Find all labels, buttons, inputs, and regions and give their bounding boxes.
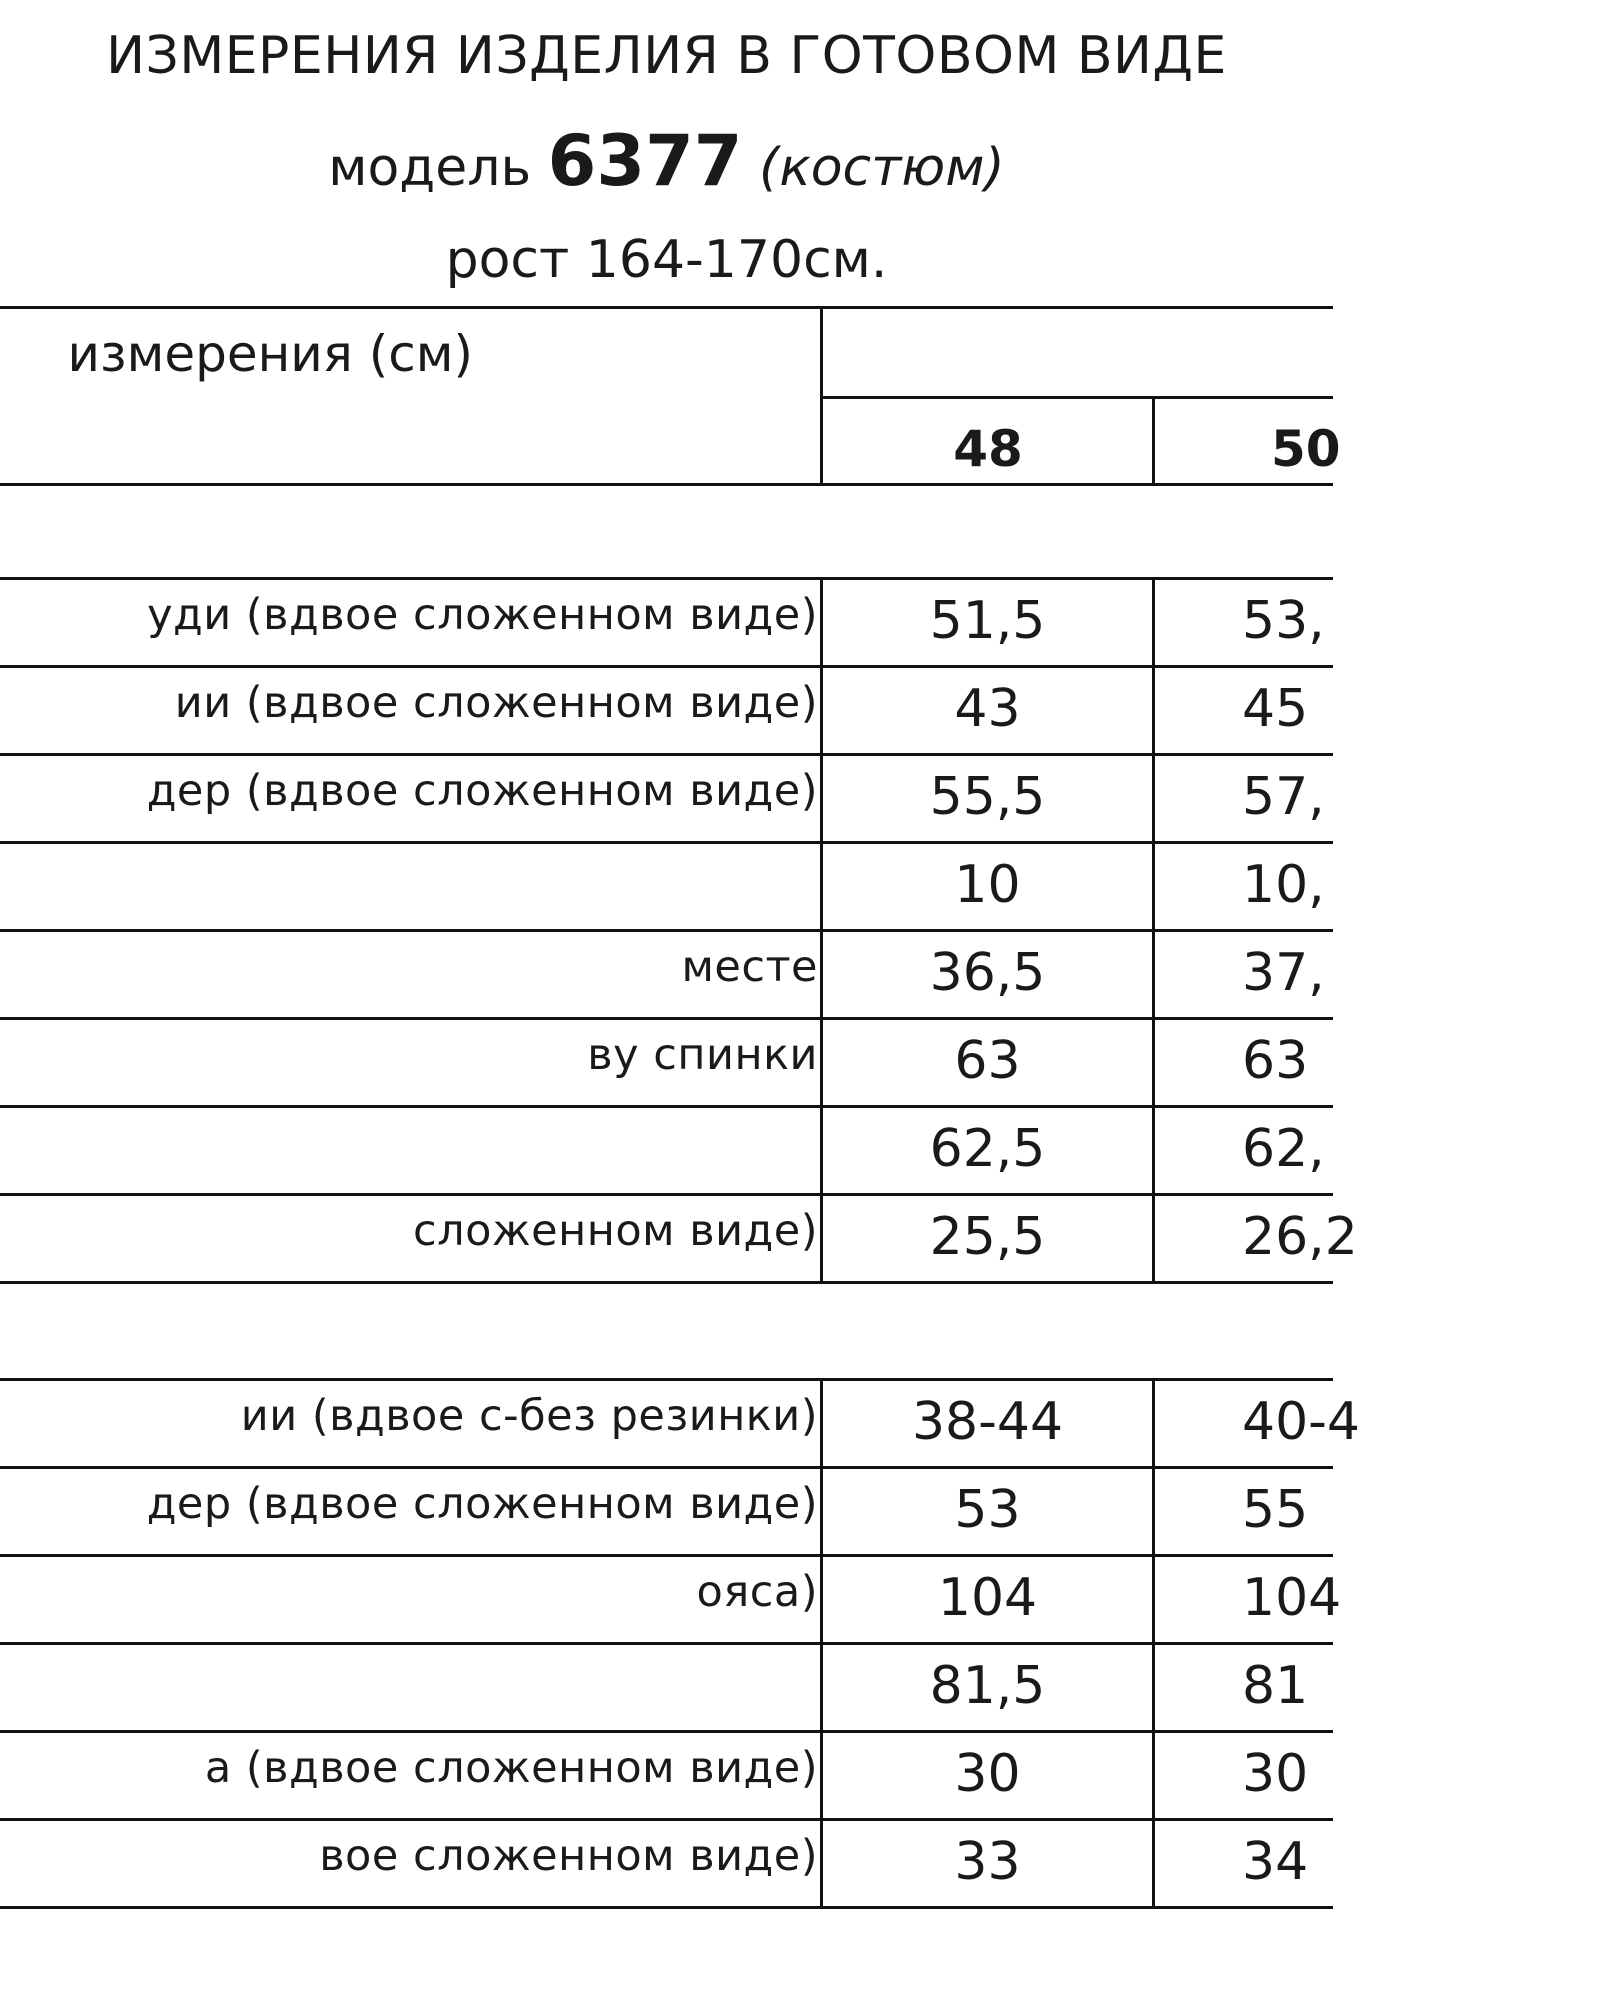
grid-hline [0,483,1333,486]
value-size-50: 55 [1242,1480,1309,1540]
row-label [0,1109,818,1177]
param-header: измерения (см) [67,325,473,383]
value-size-48: 30 [954,1744,1021,1804]
grid-hline [0,1642,1333,1645]
model-number: 6377 [547,120,743,202]
row-label-text: сложенном виде) [412,1206,818,1256]
row-label-text: ву спинки [587,1030,818,1080]
row-label [0,1382,818,1450]
value-size-50: 10, [1242,855,1325,915]
row-label [0,1558,818,1626]
value-size-50: 62, [1242,1119,1325,1179]
grid-vline [1152,1378,1155,1909]
row-label [0,1646,818,1714]
value-size-48: 55,5 [929,767,1046,827]
value-size-50: 63 [1242,1031,1309,1091]
grid-hline [0,1193,1333,1196]
value-size-48: 10 [954,855,1021,915]
size-head-50: 50 [1271,420,1341,478]
row-label [0,1734,818,1802]
grid-hline [0,929,1333,932]
grid-hline [0,1105,1333,1108]
height-range: рост 164-170см. [445,230,888,290]
value-size-48: 104 [937,1568,1038,1628]
grid-hline [0,753,1333,756]
value-size-50: 40-4 [1242,1392,1361,1452]
grid-vline [820,1378,823,1909]
grid-hline [0,1281,1333,1284]
grid-hline [820,396,1333,399]
row-label-text: ояса) [696,1567,818,1617]
value-size-48: 62,5 [929,1119,1046,1179]
row-label [0,669,818,737]
value-size-50: 37, [1242,943,1325,1003]
model-line [0,120,1333,202]
row-label [0,581,818,649]
value-size-48: 33 [954,1832,1021,1892]
row-label-text: месте [681,942,818,992]
value-size-50: 57, [1242,767,1325,827]
row-label [0,933,818,1001]
document-title: ИЗМЕРЕНИЯ ИЗДЕЛИЯ В ГОТОВОМ ВИДЕ [106,26,1227,86]
model-label: модель [328,138,532,198]
grid-hline [0,1906,1333,1909]
row-label-text: вое сложенном виде) [319,1831,818,1881]
row-label [0,845,818,913]
value-size-48: 43 [954,679,1021,739]
value-size-48: 51,5 [929,591,1046,651]
value-size-50: 45 [1242,679,1309,739]
value-size-48: 36,5 [929,943,1046,1003]
grid-vline [1152,577,1155,1284]
grid-hline [0,1466,1333,1469]
row-label-text: уди (вдвое сложенном виде) [147,590,818,640]
row-label [0,1197,818,1265]
value-size-50: 81 [1242,1656,1309,1716]
grid-hline [0,1818,1333,1821]
grid-hline [0,1378,1333,1381]
row-label [0,1470,818,1538]
value-size-48: 38-44 [911,1392,1064,1452]
row-label-text: ии (вдвое с-без резинки) [240,1391,818,1441]
row-label-text: ии (вдвое сложенном виде) [174,678,818,728]
row-label [0,1021,818,1089]
grid-hline [0,1730,1333,1733]
grid-vline [1152,396,1155,486]
grid-hline [0,1554,1333,1557]
grid-hline [0,577,1333,580]
value-size-50: 53, [1242,591,1325,651]
size-head-48: 48 [953,420,1023,478]
value-size-50: 26,2 [1242,1207,1358,1267]
row-label-text: а (вдвое сложенном виде) [204,1743,818,1793]
value-size-48: 25,5 [929,1207,1046,1267]
row-label [0,757,818,825]
row-label-text: дер (вдвое сложенном виде) [146,1479,818,1529]
value-size-48: 53 [954,1480,1021,1540]
grid-hline [0,1017,1333,1020]
grid-hline [0,841,1333,844]
value-size-50: 34 [1242,1832,1309,1892]
model-note: (костюм) [759,138,1005,198]
value-size-48: 81,5 [929,1656,1046,1716]
grid-vline [820,306,823,486]
row-label [0,1822,818,1890]
row-label-text: дер (вдвое сложенном виде) [146,766,818,816]
value-size-48: 63 [954,1031,1021,1091]
value-size-50: 30 [1242,1744,1309,1804]
value-size-50: 104 [1242,1568,1342,1628]
grid-vline [820,577,823,1284]
grid-hline [0,665,1333,668]
grid-hline [0,306,1333,309]
